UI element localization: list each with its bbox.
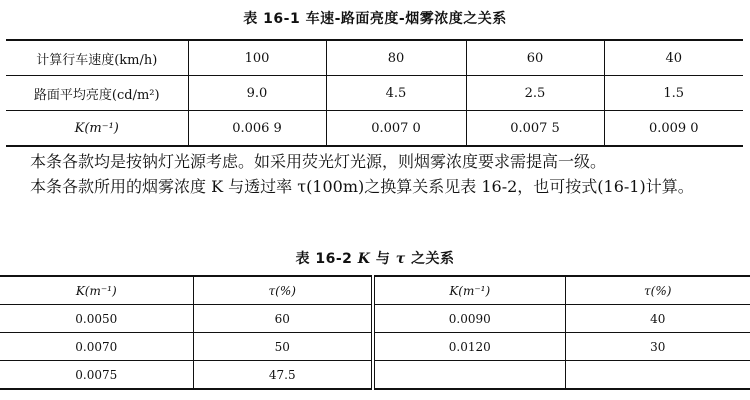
row-label-k: K(m⁻¹) [6, 111, 188, 147]
table-row [6, 40, 743, 76]
table-cell: 0.007 5 [466, 111, 604, 147]
caption-k: K [357, 251, 371, 267]
table-row [6, 76, 743, 111]
table-row [0, 361, 750, 390]
table-cell: 0.0090 [373, 305, 565, 333]
caption-prefix: 表 16-2 [295, 251, 358, 267]
table1-caption: 表 16-1 车速-路面亮度-烟雾浓度之关系 [243, 11, 507, 27]
table2-caption [0, 248, 750, 268]
table-cell: 50 [193, 333, 373, 361]
table-row [0, 333, 750, 361]
table-row [6, 111, 743, 147]
table-cell: 0.009 0 [604, 111, 743, 147]
caption-mid: 与 [370, 251, 396, 267]
table-cell: 0.0075 [0, 361, 193, 390]
table-cell: 4.5 [326, 76, 466, 111]
table-cell: 80 [326, 40, 466, 76]
table-row [0, 305, 750, 333]
table-cell: 2.5 [466, 76, 604, 111]
table-cell: 40 [565, 305, 750, 333]
row-label-speed: 计算行车速度(km/h) [6, 40, 188, 76]
column-header-tau: τ(%) [193, 276, 373, 305]
table-cell: 30 [565, 333, 750, 361]
table-cell: 47.5 [193, 361, 373, 390]
table-cell: 40 [604, 40, 743, 76]
table-cell: 0.0070 [0, 333, 193, 361]
column-header-k: K(m⁻¹) [373, 276, 565, 305]
paragraph-sodium-lamp-note: 本条各款均是按钠灯光源考虑。如采用荧光灯光源，则烟雾浓度要求需提高一级。 [30, 152, 607, 171]
table2-k-tau-relation [0, 275, 750, 390]
table-cell: 100 [188, 40, 326, 76]
table-cell: 60 [193, 305, 373, 333]
caption-suffix: 之关系 [405, 251, 455, 267]
table-cell: 0.0050 [0, 305, 193, 333]
column-header-k: K(m⁻¹) [0, 276, 193, 305]
column-header-tau: τ(%) [565, 276, 750, 305]
table-cell: 0.007 0 [326, 111, 466, 147]
table-cell: 0.0120 [373, 333, 565, 361]
table-header-row [0, 276, 750, 305]
paragraph-conversion-note: 本条各款所用的烟雾浓度 K 与透过率 τ(100m)之换算关系见表 16-2，也可按式(16-1)计算。 [30, 177, 694, 196]
table-cell [565, 361, 750, 390]
table1-speed-luminance-smoke [6, 39, 743, 147]
table-cell: 0.006 9 [188, 111, 326, 147]
table-cell: 1.5 [604, 76, 743, 111]
table-cell: 9.0 [188, 76, 326, 111]
caption-tau: τ [395, 251, 406, 267]
table-cell [373, 361, 565, 390]
row-label-luminance: 路面平均亮度(cd/m²) [6, 76, 188, 111]
table-cell: 60 [466, 40, 604, 76]
